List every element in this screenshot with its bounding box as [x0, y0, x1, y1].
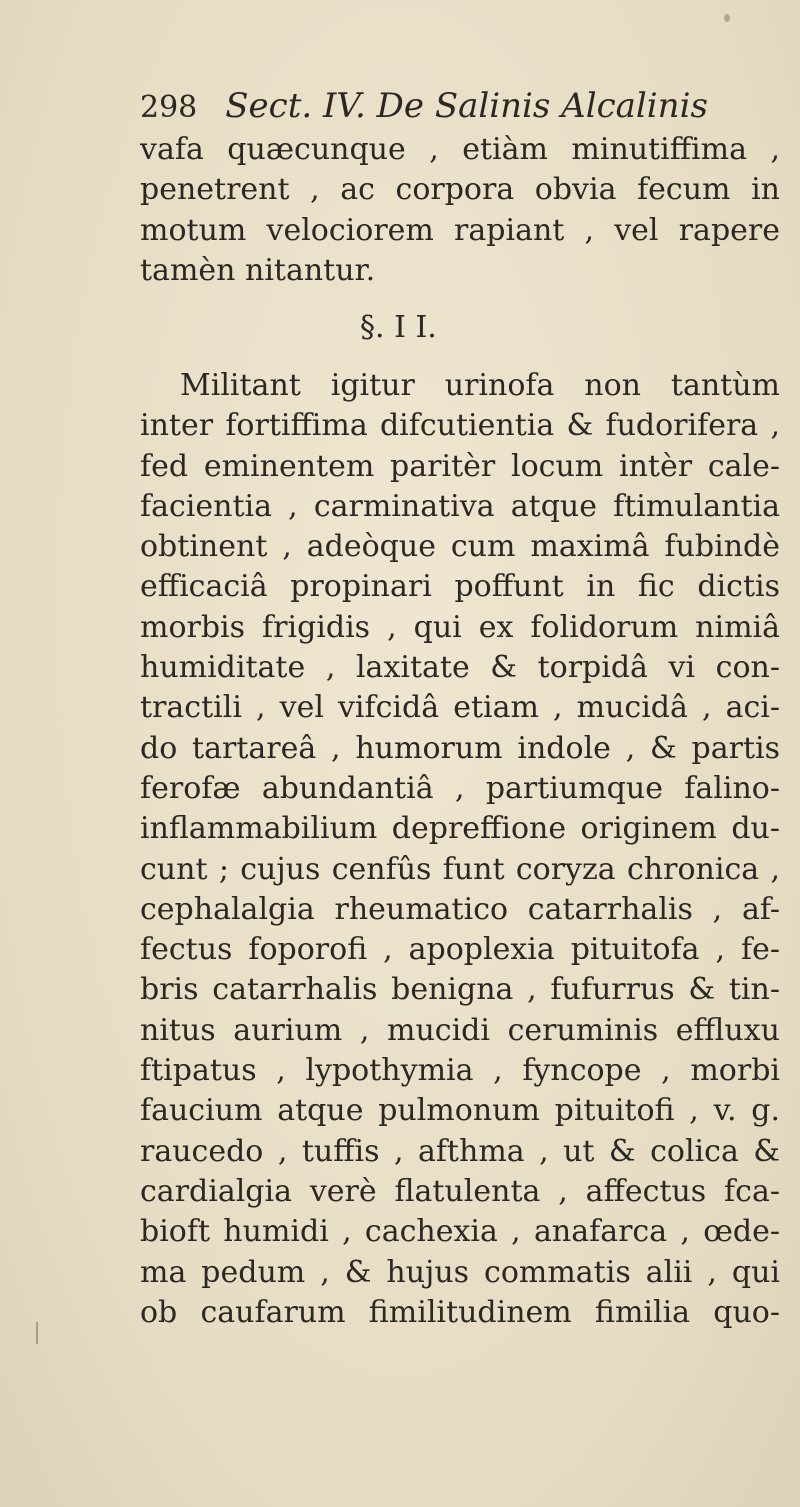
section-heading: §. I I.	[360, 310, 437, 345]
text-line: do tartareâ , humorum indole , & partis	[140, 730, 780, 766]
text-line: bris catarrhalis benigna , fufurrus & tin-	[140, 972, 780, 1008]
text-line: faucium atque pulmonum pituitofi , v. g.	[140, 1093, 780, 1129]
text-line: ftipatus , lypothymia , fyncope , morbi	[140, 1053, 780, 1089]
text-line: obtinent , adeòque cum maximâ fubindè	[140, 529, 780, 565]
text-line: inter fortiffima difcutientia & fudorifera ,	[140, 408, 780, 444]
text-line: morbis frigidis , qui ex folidorum nimiâ	[140, 609, 780, 645]
text-line: tractili , vel vifcidâ etiam , mucidâ , aci-	[140, 690, 780, 726]
text-line: tamèn nitantur.	[140, 252, 376, 288]
paragraph-2	[140, 366, 780, 1333]
ink-speck	[724, 14, 730, 22]
text-line: efficaciâ propinari poffunt in fic dictis	[140, 569, 780, 605]
text-line: humiditate , laxitate & torpidâ vi con-	[140, 650, 780, 686]
text-line: raucedo , tuffis , afthma , ut & colica &	[140, 1133, 780, 1169]
text-line: motum velociorem rapiant , vel rapere	[140, 212, 780, 248]
text-line: fed eminentem paritèr locum intèr cale-	[140, 448, 780, 484]
running-title: Sect. IV. De Salinis Alcalinis	[225, 86, 708, 126]
paragraph-1	[140, 130, 780, 291]
text-line: ferofæ abundantiâ , partiumque falino-	[140, 770, 780, 806]
text-line: facientia , carminativa atque ftimulantia	[140, 488, 780, 524]
text-line: ma pedum , & hujus commatis alii , qui	[140, 1254, 780, 1290]
text-line: ob caufarum fimilitudinem fimilia quo-	[140, 1294, 780, 1330]
text-line: inflammabilium depreffione originem du-	[140, 811, 780, 847]
text-line: fectus foporofi , apoplexia pituitofa , fe-	[140, 932, 780, 968]
text-line: penetrent , ac corpora obvia fecum in	[140, 172, 780, 208]
text-line: vafa quæcunque , etiàm minutiffima ,	[140, 132, 780, 167]
page-number: 298	[140, 90, 198, 125]
text-line: cephalalgia rheumatico catarrhalis , af-	[140, 891, 780, 927]
margin-mark	[36, 1322, 38, 1344]
text-line: bioft humidi , cachexia , anafarca , œde-	[140, 1214, 780, 1250]
running-head	[140, 84, 760, 128]
text-line: nitus aurium , mucidi ceruminis effluxu	[140, 1012, 780, 1048]
text-line: Militant igitur urinofa non tantùm	[180, 368, 780, 403]
text-line: cardialgia verè flatulenta , affectus fca-	[140, 1173, 780, 1209]
text-line: cunt ; cujus cenfûs funt coryza chronica ,	[140, 851, 780, 887]
